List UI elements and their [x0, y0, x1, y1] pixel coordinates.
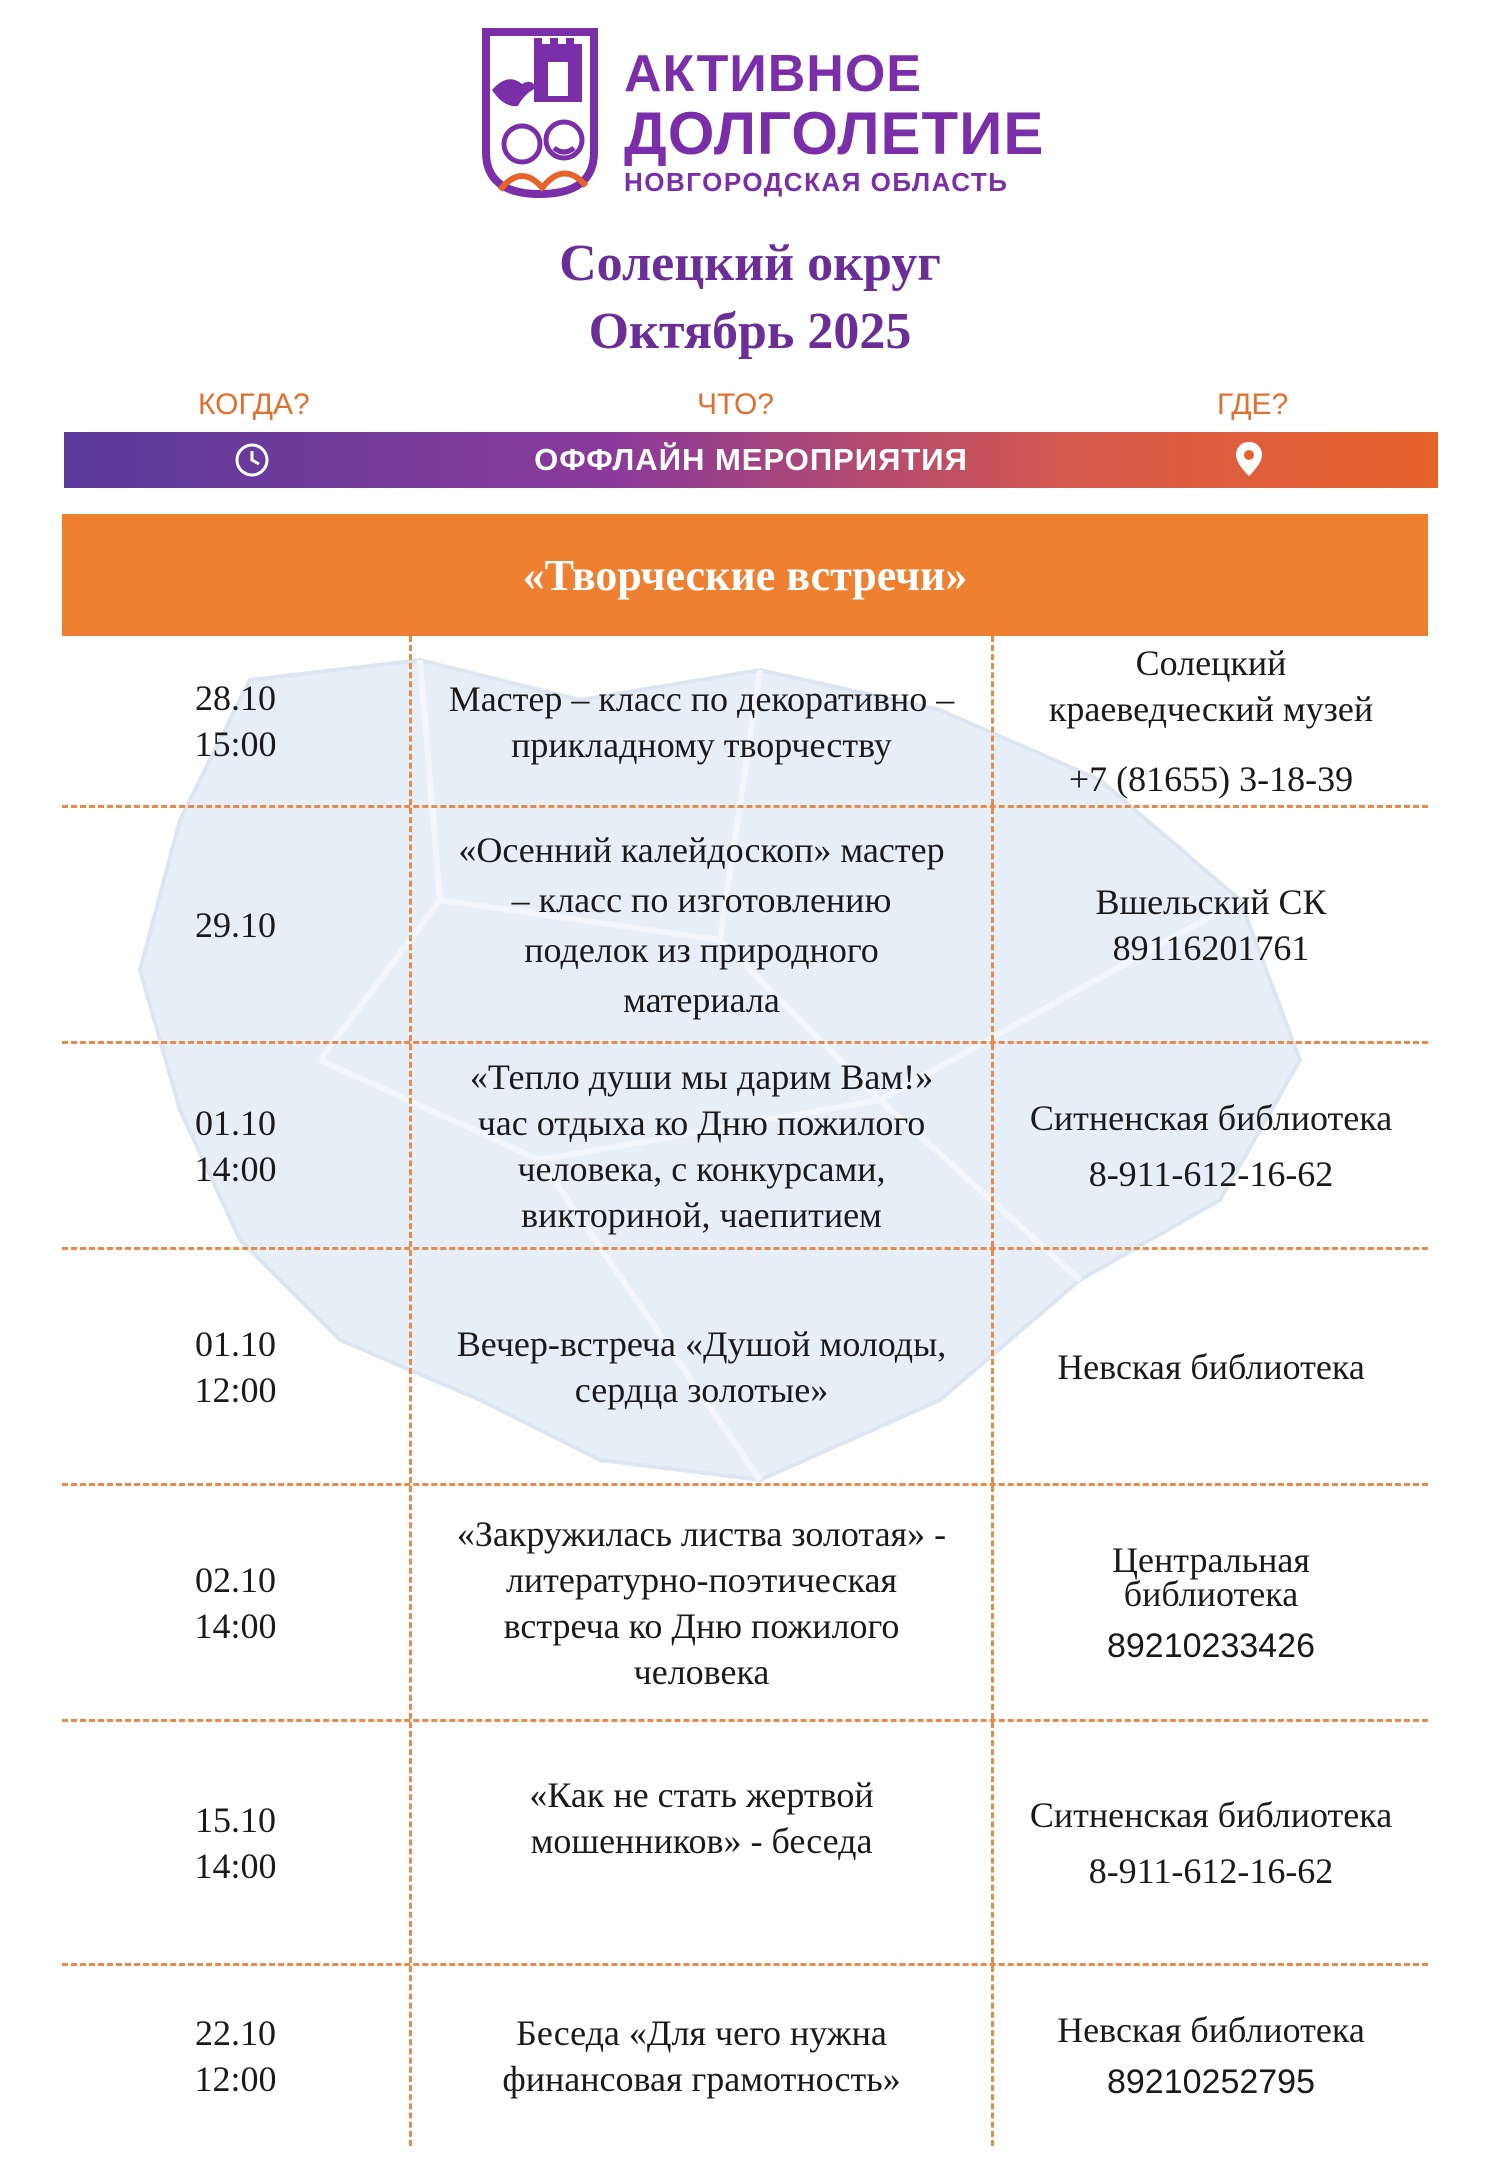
district-title: Солецкий округ: [559, 235, 941, 292]
what-cell: [412, 1044, 994, 1247]
logo: [478, 22, 1045, 202]
event-date: 15.10: [195, 1799, 276, 1840]
place-name-line: Ситненская библиотека: [1029, 1097, 1393, 1138]
place-name-line: Солецкий: [1135, 642, 1287, 683]
event-time: 14:00: [194, 1148, 277, 1189]
bird-tower-elderly-couple-emblem-icon: [478, 22, 606, 200]
place-name-line: библиотека: [1123, 1573, 1299, 1614]
place-phone: +7 (81655) 3-18-39: [1068, 758, 1354, 799]
offline-events-banner: [64, 432, 1438, 488]
place-phone: 8-911-612-16-62: [1088, 1850, 1334, 1891]
event-description-line: материала: [623, 979, 780, 1020]
column-what-label: ЧТО?: [697, 388, 774, 421]
page-heading: [0, 230, 1500, 366]
when-cell: [62, 808, 412, 1041]
where-cell: [994, 636, 1428, 805]
event-description-line: Вечер-встреча «Душой молоды,: [456, 1323, 947, 1364]
what-cell: [412, 636, 994, 805]
when-cell: [62, 636, 412, 805]
event-description-line: «Тепло души мы дарим Вам!»: [469, 1056, 934, 1097]
banner-title: ОФФЛАЙН МЕРОПРИЯТИЯ: [534, 442, 968, 477]
what-cell: [412, 1966, 994, 2146]
event-date: 01.10: [195, 1323, 276, 1364]
when-cell: [62, 1966, 412, 2146]
place-phone: 89210233426: [1106, 1626, 1315, 1665]
when-cell: [62, 1044, 412, 1247]
logo-title-line1: АКТИВНОЕ: [624, 45, 922, 103]
event-time: 14:00: [194, 1605, 277, 1646]
place-phone: 8-911-612-16-62: [1088, 1153, 1334, 1194]
event-date: 02.10: [195, 1559, 276, 1600]
event-date: 29.10: [195, 904, 276, 945]
place-name-line: Вшельский СК: [1095, 881, 1327, 922]
when-cell: [62, 1250, 412, 1483]
table-row: [62, 1044, 1428, 1250]
place-name-line: Центральная: [1112, 1539, 1310, 1580]
place-phone: 89116201761: [1112, 927, 1310, 968]
event-description-line: поделок из природного: [524, 929, 879, 970]
event-description-line: Мастер – класс по декоративно –: [448, 679, 955, 719]
table-row: [62, 1722, 1428, 1966]
what-cell: [412, 1250, 994, 1483]
event-description-line: финансовая грамотность»: [502, 2059, 901, 2099]
location-pin-icon: [1234, 440, 1264, 478]
section-header: [62, 514, 1428, 636]
events-table: [62, 636, 1428, 2146]
when-cell: [62, 1486, 412, 1719]
column-where-label: ГДЕ?: [1217, 388, 1289, 421]
what-cell: [412, 1722, 994, 1963]
event-time: 12:00: [194, 1369, 277, 1410]
table-row: [62, 1966, 1428, 2146]
where-cell: [994, 808, 1428, 1041]
where-cell: [994, 1966, 1428, 2146]
event-description-line: час отдыха ко Дню пожилого: [477, 1102, 926, 1143]
what-cell: [412, 1486, 994, 1719]
period-title: Октябрь 2025: [588, 303, 912, 360]
event-description-line: – класс по изготовлению: [511, 879, 892, 920]
event-date: 22.10: [195, 2013, 276, 2053]
event-time: 12:00: [194, 2059, 277, 2099]
event-date: 28.10: [195, 677, 276, 718]
where-cell: [994, 1486, 1428, 1719]
event-description-line: литературно-поэтическая: [505, 1559, 898, 1600]
event-description-line: встреча ко Дню пожилого: [503, 1605, 900, 1646]
where-cell: [994, 1722, 1428, 1963]
event-description-line: сердца золотые»: [574, 1369, 829, 1410]
event-time: 15:00: [194, 723, 277, 764]
event-description-line: «Осенний калейдоскоп» мастер: [458, 829, 945, 870]
place-name-line: Ситненская библиотека: [1029, 1794, 1393, 1835]
event-description-line: «Закружилась листва золотая» -: [456, 1513, 947, 1554]
where-cell: [994, 1044, 1428, 1247]
event-description-line: Беседа «Для чего нужна: [516, 2013, 887, 2053]
event-description-line: человека: [633, 1651, 770, 1692]
table-row: [62, 1486, 1428, 1722]
section-title: «Творческие встречи»: [522, 550, 968, 600]
where-cell: [994, 1250, 1428, 1483]
place-name-line: Невская библиотека: [1057, 1346, 1365, 1387]
when-cell: [62, 1722, 412, 1963]
what-cell: [412, 808, 994, 1041]
place-name-line: Невская библиотека: [1057, 2010, 1365, 2050]
event-description-line: викториной, чаепитием: [521, 1194, 882, 1235]
event-description-line: «Как не стать жертвой: [529, 1775, 874, 1815]
logo-title-line2: ДОЛГОЛЕТИЕ: [624, 100, 1045, 167]
table-row: [62, 1250, 1428, 1486]
place-name-line: краеведческий музей: [1048, 688, 1374, 729]
table-row: [62, 808, 1428, 1044]
place-phone: 89210252795: [1106, 2063, 1315, 2101]
event-description-line: прикладному творчеству: [511, 725, 892, 765]
event-date: 01.10: [195, 1102, 276, 1143]
clock-icon: [234, 442, 270, 478]
event-description-line: мошенников» - беседа: [530, 1821, 873, 1861]
table-row: [62, 636, 1428, 808]
column-when-label: КОГДА?: [198, 388, 310, 421]
logo-subtitle: НОВГОРОДСКАЯ ОБЛАСТЬ: [624, 167, 1009, 197]
event-time: 14:00: [194, 1845, 277, 1886]
event-description-line: человека, с конкурсами,: [517, 1148, 886, 1189]
